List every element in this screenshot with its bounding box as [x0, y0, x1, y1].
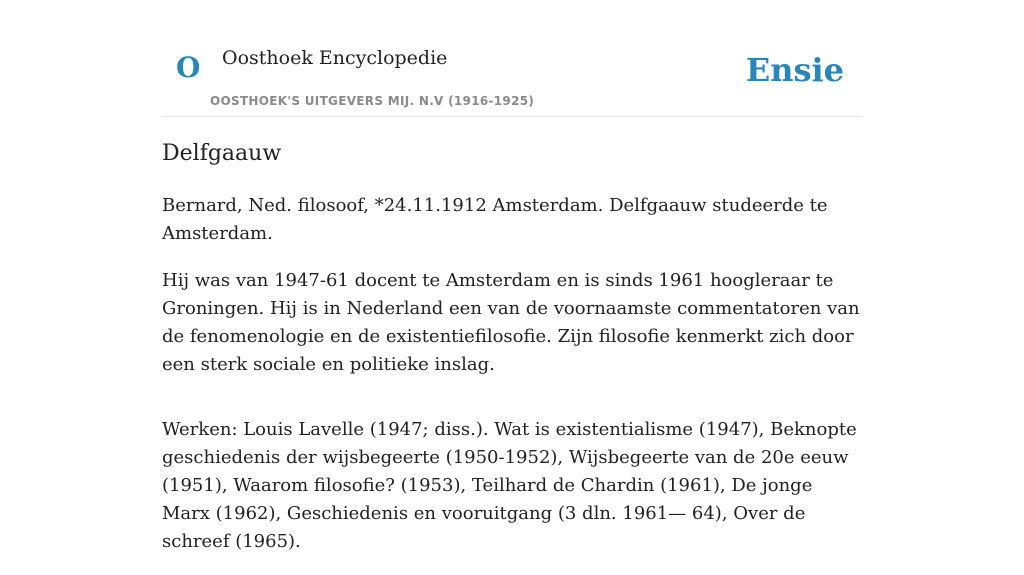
article-paragraph-career: Hij was van 1947-61 docent te Amsterdam en is sinds 1961 hoogleraar te Groningen. Hij is in Nederland een van de voornaamste commentatoren van de fenomenologie en de existentiefilosofie. Zijn filosofie kenmerkt zich door een sterk sociale en politieke inslag. [162, 270, 860, 375]
brand-link[interactable]: Ensie [745, 51, 844, 89]
article-title: Delfgaauw [162, 141, 282, 166]
site-header [162, 0, 862, 117]
site-logo[interactable]: O [176, 51, 201, 84]
article-paragraph-works: Werken: Louis Lavelle (1947; diss.). Wat is existentialisme (1947), Beknopte geschiedenis der wijsbegeerte (1950-1952), Wijsbegeerte van de 20e eeuw (1951), Waarom filosofie? (1953), Teilhard de Chardin (1961), De jonge Marx (1962), Geschiedenis en vooruitgang (3 dln. 1961— 64), Over de schreef (1965). [162, 419, 857, 552]
article-body [162, 192, 862, 575]
publisher-subtitle: OOSTHOEK'S UITGEVERS MIJ. N.V (1916-1925) [210, 94, 535, 108]
article-paragraph-intro: Bernard, Ned. filosoof, *24.11.1912 Amsterdam. Delfgaauw studeerde te Amsterdam. [162, 195, 828, 244]
page [162, 0, 862, 552]
encyclopedia-title[interactable]: Oosthoek Encyclopedie [222, 47, 448, 69]
